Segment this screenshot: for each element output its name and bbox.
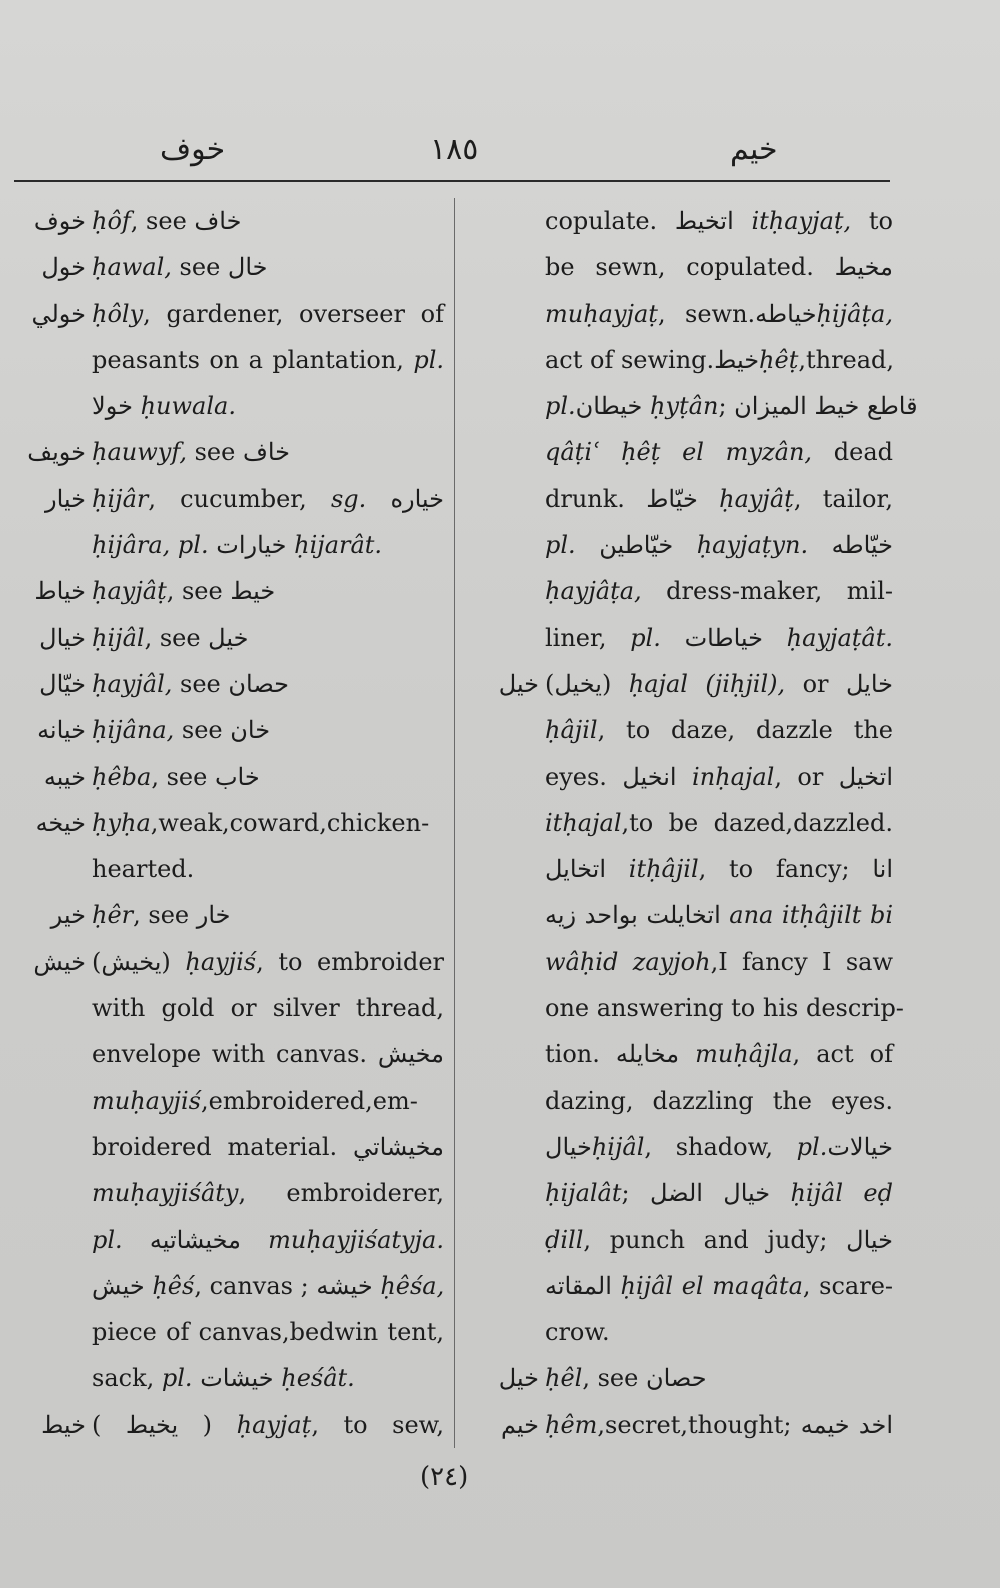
transliteration: ḥijalât	[545, 1179, 622, 1208]
arabic-word: حصان	[645, 1364, 707, 1393]
transliteration: ḥijâna,	[92, 716, 175, 745]
right-column-line	[545, 1263, 893, 1309]
definition-text: , to embroider	[256, 947, 444, 976]
entry-headword: خير	[50, 901, 86, 930]
transliteration: sg.	[330, 484, 367, 513]
right-column-line	[500, 1402, 893, 1448]
definition-text	[642, 392, 650, 420]
arabic-word: خال	[227, 253, 268, 282]
right-column-line	[545, 429, 893, 475]
definition-text: , to fancy;	[698, 855, 873, 884]
definition-text: copulate.	[545, 207, 675, 235]
header-rule	[14, 180, 890, 182]
definition-text: , shadow,	[644, 1132, 797, 1161]
transliteration: pl.	[161, 1364, 193, 1393]
definition-text: , see	[144, 623, 209, 652]
arabic-word: قاطع خيط الميزان	[734, 392, 918, 421]
definition-text: , act of	[792, 1040, 893, 1069]
transliteration: qâṭiʿ ḥêṭ el myzân,	[545, 438, 813, 467]
entry-headword: خياط	[34, 577, 86, 606]
definition-text: )	[178, 1410, 237, 1439]
page-number: ١٨٥	[430, 132, 479, 167]
transliteration: ḥajal (jiḥjil),	[628, 669, 786, 698]
entry-headword: خول	[41, 253, 86, 282]
definition-text: act of sewing.	[545, 345, 715, 374]
definition-text: with gold or silver thread,	[92, 994, 444, 1023]
definition-text: , sewn.	[657, 299, 756, 328]
right-column-line	[545, 892, 893, 938]
left-column-line	[92, 522, 444, 568]
definition-text	[576, 531, 600, 559]
left-column-line	[33, 939, 444, 985]
transliteration: muḥayjiśatyja.	[268, 1225, 444, 1254]
definition-text: tion.	[545, 1040, 616, 1069]
arabic-word: خاف	[194, 207, 242, 235]
definition-text: ,to be dazed,dazzled.	[621, 808, 893, 837]
transliteration: ḍill	[545, 1225, 584, 1254]
definition-text: , see	[582, 1364, 646, 1393]
transliteration: wâḥid zayjoh	[545, 947, 711, 976]
entry-headword: خيخه	[35, 808, 86, 837]
right-column-line	[498, 661, 893, 707]
definition-text: broidered material.	[92, 1132, 353, 1161]
header-right-catchword: خيم	[730, 132, 778, 167]
definition-text: piece of canvas,bedwin tent,	[92, 1318, 444, 1347]
arabic-word: انخيل	[622, 762, 677, 791]
transliteration: ḥauwyf,	[92, 438, 187, 467]
right-column-line	[545, 1124, 893, 1170]
transliteration: itḥajal	[545, 808, 622, 837]
arabic-word: اتخيط	[674, 207, 734, 235]
transliteration: ḥyḥa	[92, 808, 151, 837]
transliteration: ḥâjil	[545, 716, 598, 745]
arabic-word: خان	[230, 716, 271, 745]
left-column-line	[41, 244, 444, 290]
entry-headword: خولي	[31, 299, 86, 328]
entry-headword: خيبه	[43, 762, 86, 791]
left-column-line	[34, 568, 444, 614]
arabic-word: مخيش	[377, 1040, 444, 1069]
definition-text: , see	[130, 207, 195, 235]
page-header	[0, 118, 1000, 178]
definition-text: ,thread,	[798, 345, 895, 374]
entry-headword: خيانه	[37, 716, 86, 745]
left-column-line	[50, 892, 444, 938]
transliteration: muḥayjiśâty	[92, 1179, 239, 1208]
transliteration: pl.	[92, 1225, 123, 1254]
arabic-word: خاف	[242, 438, 290, 467]
definition-text: eyes.	[545, 762, 623, 791]
arabic-word: خيل	[208, 623, 249, 652]
right-column-line	[545, 568, 893, 614]
entry-headword: خيط	[41, 1410, 86, 1439]
definition-text	[241, 1226, 268, 1254]
left-column-line	[33, 198, 444, 244]
transliteration: muḥayjaṭ	[545, 299, 658, 328]
definition-text: , to sew,	[311, 1410, 445, 1439]
right-column-line	[545, 1217, 893, 1263]
arabic-word: حصان	[228, 669, 289, 698]
transliteration: ḥôf	[92, 207, 131, 235]
definition-text	[763, 624, 787, 652]
transliteration: ḥijâṭa,	[816, 299, 893, 328]
right-column-line	[545, 707, 893, 753]
transliteration: pl.	[545, 531, 576, 560]
transliteration: ana itḥâjilt bi	[729, 901, 893, 930]
arabic-word: اتخيل	[838, 762, 893, 791]
transliteration: itḥayjaṭ,	[751, 207, 852, 235]
transliteration: pl.	[796, 1132, 828, 1161]
transliteration: inḥajal	[692, 762, 775, 791]
left-column-line	[92, 1355, 444, 1401]
left-column-line	[92, 337, 444, 383]
definition-text: to	[851, 207, 893, 235]
definition-text: hearted.	[92, 855, 195, 884]
definition-text: , canvas ;	[194, 1271, 317, 1300]
left-column-line	[27, 429, 444, 475]
definition-text: dazing, dazzling the eyes.	[545, 1086, 893, 1115]
transliteration: ḥijarât.	[294, 531, 383, 560]
transliteration: ḥuwala.	[140, 392, 236, 421]
definition-text: envelope with canvas.	[92, 1040, 378, 1069]
definition-text: , or	[774, 762, 839, 791]
arabic-word: خيشه	[316, 1271, 373, 1300]
transliteration: ḥijâra, pl.	[92, 531, 209, 560]
definition-text: see	[172, 669, 229, 698]
transliteration: ḥayjaṭât.	[786, 623, 893, 652]
header-left-catchword: خوف	[160, 132, 226, 167]
arabic-word: خيّاط	[646, 484, 698, 513]
left-column-line	[45, 476, 444, 522]
left-column	[27, 198, 445, 1448]
definition-text: , see	[151, 762, 215, 791]
transliteration: ḥijâl eḍ	[790, 1179, 893, 1208]
definition-text: , tailor,	[793, 484, 893, 513]
right-column	[498, 198, 918, 1448]
definition-text: dead	[812, 438, 893, 467]
right-column-line	[545, 846, 893, 892]
transliteration: itḥâjil	[628, 855, 699, 884]
transliteration: ḥêr	[92, 901, 134, 930]
arabic-word: خيط	[714, 345, 760, 374]
transliteration: ḥayjaṭyn.	[696, 531, 809, 560]
transliteration: pl.	[413, 345, 444, 374]
left-column-line	[92, 1078, 444, 1124]
transliteration: muḥayjiś	[92, 1086, 201, 1115]
definition-text: , punch and judy;	[583, 1225, 847, 1254]
definition-text: )	[161, 947, 186, 976]
definition-text: see	[174, 716, 231, 745]
right-column-line	[545, 291, 893, 337]
definition-text: , cucumber,	[148, 484, 331, 513]
transliteration: ḥayjâl,	[92, 669, 173, 698]
definition-text: , gardener, overseer of	[143, 299, 444, 328]
arabic-word: خيال	[846, 1225, 893, 1254]
entry-headword: خيم	[500, 1410, 539, 1439]
left-column-line	[92, 1217, 444, 1263]
definition-text	[661, 624, 685, 652]
definition-text	[133, 392, 141, 420]
transliteration: ḥijâl	[92, 623, 145, 652]
definition-text: )	[601, 669, 629, 698]
arabic-word: خيّاطه	[831, 531, 893, 560]
left-column-line	[37, 707, 444, 753]
arabic-word: خيط	[230, 577, 276, 606]
transliteration: ḥijâr	[92, 484, 149, 513]
left-column-line	[92, 1263, 444, 1309]
entry-headword: خيال	[39, 623, 86, 652]
arabic-word: خولا	[92, 392, 133, 421]
right-column-line	[545, 1309, 893, 1355]
transliteration: pl.	[545, 392, 576, 421]
arabic-word: مخيشاتيه	[149, 1225, 241, 1254]
left-column-line	[39, 661, 444, 707]
signature-mark: (٢٤)	[420, 1462, 469, 1492]
arabic-word: خيطان	[575, 392, 643, 421]
definition-text	[734, 207, 752, 235]
entry-headword: خيل	[498, 1364, 539, 1393]
definition-text	[721, 901, 730, 929]
right-column-line	[545, 1078, 893, 1124]
left-column-line	[35, 800, 444, 846]
definition-text: sack,	[92, 1364, 162, 1393]
definition-text	[677, 763, 692, 791]
definition-text: ;	[718, 392, 735, 421]
definition-text: ;	[621, 1179, 650, 1208]
left-column-line	[92, 846, 444, 892]
entry-headword: خيل	[498, 669, 539, 698]
right-column-line	[545, 383, 918, 429]
arabic-word: خيشات	[200, 1364, 274, 1393]
arabic-word: خياطه	[755, 299, 817, 328]
definition-text: (	[545, 669, 555, 698]
transliteration: ḥyṭân	[650, 392, 719, 421]
arabic-word: اتخايلت بواحد زيه	[545, 901, 721, 930]
arabic-word: انا	[872, 855, 893, 884]
definition-text: liner,	[545, 623, 631, 652]
definition-text: , embroiderer,	[238, 1179, 444, 1208]
definition-text	[123, 1226, 150, 1254]
definition-text: peasants on a plantation,	[92, 345, 414, 374]
arabic-word: يخيش	[101, 947, 162, 976]
left-column-line	[92, 1124, 444, 1170]
definition-text	[612, 1272, 621, 1300]
transliteration: ḥayjiś	[185, 947, 257, 976]
arabic-word: خيالات	[827, 1132, 893, 1161]
right-column-line	[545, 985, 904, 1031]
transliteration: ḥayjâṭa,	[545, 577, 642, 606]
transliteration: ḥêm	[545, 1410, 598, 1439]
definition-text: ,weak,coward,chicken-	[150, 808, 430, 837]
arabic-word: مخيط	[834, 253, 893, 282]
definition-text: ,I fancy I saw	[710, 947, 893, 976]
left-column-line	[39, 615, 444, 661]
arabic-word: خاب	[214, 762, 260, 791]
definition-text	[679, 1040, 695, 1068]
arabic-word: خياطات	[684, 623, 763, 652]
definition-text: , scare-	[802, 1271, 893, 1300]
arabic-word: اخد خيمه	[800, 1410, 893, 1439]
entry-headword: خوف	[33, 207, 86, 235]
transliteration: ḥêś	[152, 1271, 195, 1300]
right-column-line	[545, 244, 893, 290]
column-divider	[454, 198, 455, 1448]
arabic-word: خيال	[545, 1132, 592, 1161]
right-column-line	[545, 337, 893, 383]
right-column-line	[498, 1355, 893, 1401]
definition-text: drunk.	[545, 484, 647, 513]
transliteration: ḥôly	[92, 299, 144, 328]
arabic-word: المقاته	[545, 1271, 612, 1300]
right-column-line	[545, 198, 893, 244]
arabic-word: اتخايل	[545, 855, 607, 884]
transliteration: muḥâjla	[695, 1040, 793, 1069]
arabic-word: خيش	[92, 1271, 145, 1300]
entry-headword: خيش	[33, 947, 86, 976]
arabic-word: خار	[196, 901, 231, 930]
left-column-line	[92, 1031, 444, 1077]
left-column-line	[31, 291, 444, 337]
definition-text: , to daze, dazzle the	[597, 716, 893, 745]
definition-text	[606, 855, 629, 883]
right-column-line	[545, 800, 893, 846]
entry-headword: خيّال	[39, 669, 86, 698]
definition-text: see	[186, 438, 243, 467]
right-column-line	[545, 1170, 893, 1216]
definition-text: , see	[166, 577, 231, 606]
definition-text: one answering to his descrip-	[545, 994, 904, 1023]
transliteration: pl.	[630, 623, 661, 652]
right-column-line	[545, 522, 893, 568]
left-column-line	[43, 754, 444, 800]
definition-text	[770, 1179, 790, 1207]
right-column-line	[545, 1031, 893, 1077]
transliteration: ḥawal,	[92, 253, 172, 282]
arabic-word: يخيط	[125, 1410, 179, 1439]
left-column-line	[41, 1402, 445, 1448]
definition-text	[286, 531, 294, 559]
right-column-line	[545, 939, 893, 985]
definition-text: be sewn, copulated.	[545, 253, 835, 282]
transliteration: ḥêl	[545, 1364, 583, 1393]
transliteration: ḥayjâṭ	[92, 577, 167, 606]
transliteration: ḥeśât.	[281, 1364, 355, 1393]
definition-text: (	[92, 1410, 126, 1439]
left-column-line	[92, 383, 444, 429]
transliteration: ḥijâl el maqâta	[620, 1271, 803, 1300]
definition-text: crow.	[545, 1318, 610, 1347]
definition-text	[366, 485, 390, 513]
right-column-line	[545, 615, 893, 661]
transliteration: ḥayjaṭ	[236, 1410, 312, 1439]
definition-text: see	[171, 253, 228, 282]
definition-text	[673, 531, 697, 559]
arabic-word: خايل	[845, 669, 893, 698]
definition-text: ,embroidered,em-	[200, 1086, 418, 1115]
arabic-word: يخيل	[554, 669, 602, 698]
left-column-line	[92, 1170, 444, 1216]
arabic-word: مخيشاتي	[353, 1132, 444, 1161]
definition-text: ,secret,thought;	[597, 1410, 801, 1439]
arabic-word: خيارات	[216, 531, 287, 560]
arabic-word: خيال الضل	[649, 1179, 771, 1208]
definition-text: , see	[133, 901, 197, 930]
right-column-line	[545, 754, 893, 800]
left-column-line	[92, 1309, 444, 1355]
left-column-line	[92, 985, 444, 1031]
definition-text: dress-maker, mil-	[641, 577, 893, 606]
transliteration: ḥêba	[92, 762, 152, 791]
transliteration: ḥijâl	[591, 1132, 645, 1161]
arabic-word: خياره	[390, 484, 444, 513]
entry-headword: خيار	[45, 484, 86, 513]
transliteration: ḥayjâṭ	[719, 484, 794, 513]
transliteration: ḥêṭ	[759, 345, 799, 374]
entry-headword: خويف	[27, 438, 86, 467]
right-column-line	[545, 476, 893, 522]
definition-text	[808, 531, 832, 559]
definition-text: (	[92, 947, 102, 976]
arabic-word: مخايله	[615, 1040, 680, 1069]
transliteration: ḥêśa,	[380, 1271, 445, 1300]
definition-text	[698, 485, 719, 513]
arabic-word: خيّاطين	[599, 531, 674, 560]
definition-text: or	[785, 669, 846, 698]
